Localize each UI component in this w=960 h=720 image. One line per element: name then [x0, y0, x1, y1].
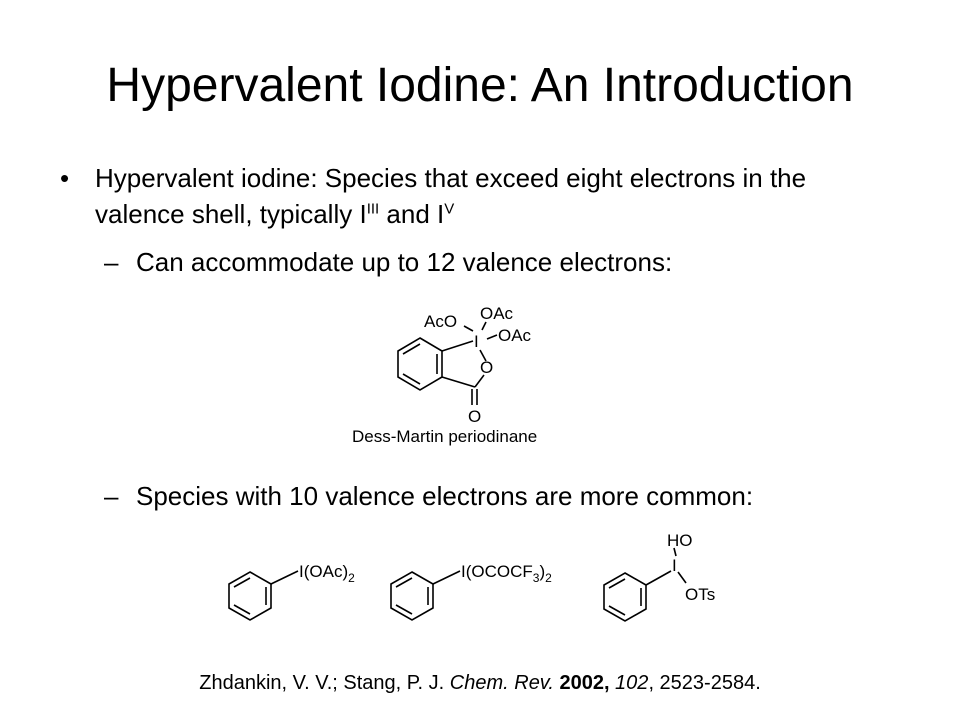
dash-marker: – — [104, 247, 119, 277]
benzene-ring — [604, 573, 646, 621]
dmp-label-ring-oxygen: O — [480, 358, 494, 377]
dmp-caption: Dess-Martin periodinane — [352, 427, 538, 446]
slide-title: Hypervalent Iodine: An Introduction — [106, 59, 854, 112]
benzene-ring — [229, 572, 271, 620]
sub-bullet-text: Can accommodate up to 12 valence electrons: — [136, 247, 673, 277]
c-i-bond — [433, 571, 460, 584]
koser-reagent-structure — [595, 528, 745, 638]
dmp-double-bond-1 — [403, 344, 420, 354]
phi-ococf3-2-structure — [382, 555, 582, 635]
label-ots: OTs — [685, 585, 716, 604]
label-i-ococf3: $I(OCOCF_3)_2$ — [461, 562, 552, 585]
ref-authors: Zhdankin, V. V.; Stang, P. J. — [199, 672, 450, 694]
c-i-bond — [646, 571, 671, 585]
dash-marker: – — [104, 481, 119, 511]
dmp-label-aco: AcO — [424, 312, 458, 331]
sub-bullet-text: Species with 10 valence electrons are more common: — [136, 481, 754, 511]
dmp-label-carbonyl-oxygen: O — [468, 407, 482, 426]
phi-oac2-structure — [220, 555, 380, 635]
ref-year: 2002, — [553, 672, 610, 694]
superscript-iii: III — [366, 200, 380, 218]
label-iodine: I — [672, 556, 677, 575]
c-i-bond — [271, 571, 298, 584]
dmp-i-aco-bond — [464, 326, 473, 331]
dmp-c-i-bond — [442, 341, 473, 351]
dmp-label-oac-right: OAc — [498, 326, 532, 345]
bullet-text — [95, 160, 895, 232]
dmp-double-bond-2 — [403, 374, 420, 384]
dmp-label-oac-top: OAc — [480, 304, 514, 323]
label-i-oac: $I(OAc)_2$ — [299, 562, 355, 585]
dess-martin-periodinane-structure — [340, 295, 600, 455]
reference-citation — [0, 670, 960, 696]
bullet-text-main: Hypervalent iodine: Species that exceed eight electrons in the valence shell, typically I — [95, 163, 807, 229]
dmp-label-iodine: I — [474, 332, 479, 351]
label-ho: HO — [667, 531, 693, 550]
benzene-ring — [391, 572, 433, 620]
dmp-c-ring-bond — [442, 377, 475, 387]
ref-volume: 102 — [609, 672, 649, 694]
i-ots-bond — [678, 572, 686, 583]
dmp-benzene-ring — [398, 338, 442, 390]
ref-pages: , 2523-2584. — [648, 672, 761, 694]
dmp-i-oac-right-bond — [487, 335, 497, 339]
superscript-v: V — [444, 200, 455, 218]
bullet-marker: • — [60, 163, 70, 193]
ref-journal: Chem. Rev. — [449, 672, 554, 694]
dmp-i-oac-top-bond — [482, 322, 486, 330]
bullet-text-mid: and I — [379, 199, 445, 229]
